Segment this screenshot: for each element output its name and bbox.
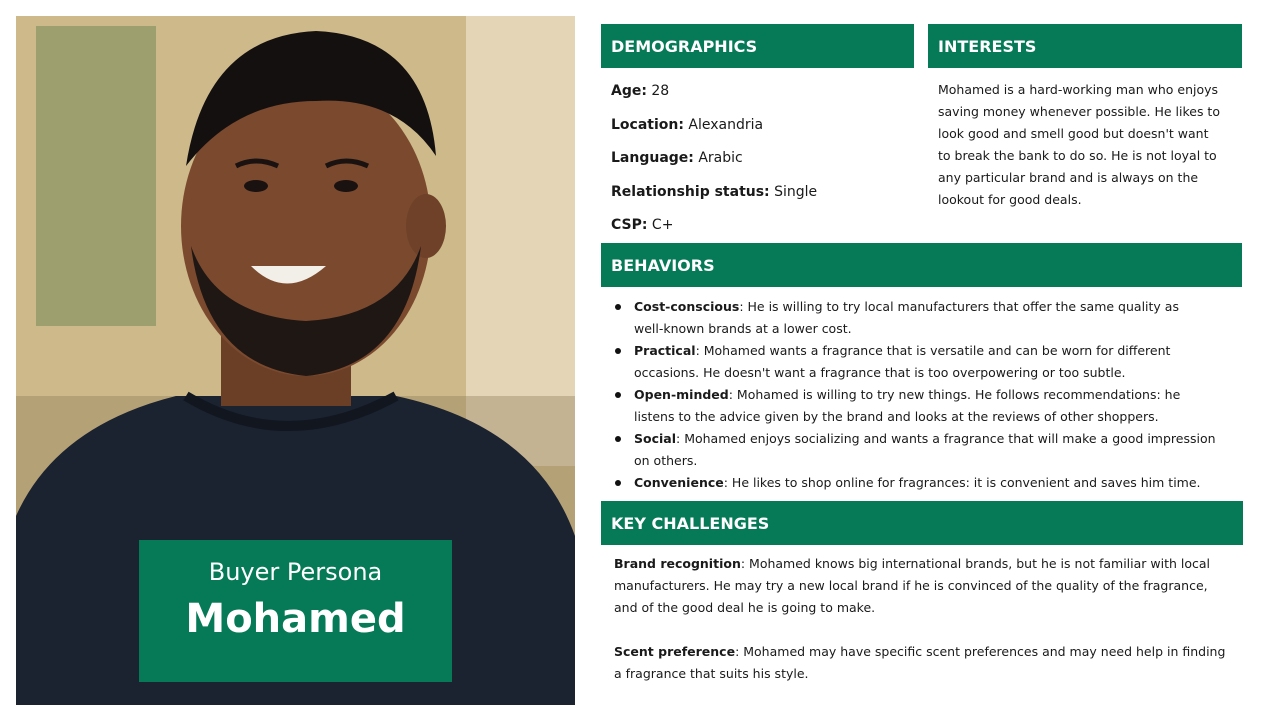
demographics-label: Language: [611, 150, 694, 166]
bullet-icon [615, 480, 621, 486]
bullet-icon [615, 304, 621, 310]
challenge-text: : Mohamed knows big international brands, but he is not familiar with local [740, 556, 1211, 571]
bullet-icon [615, 436, 621, 442]
behavior-text: well-known brands at a lower cost. [634, 321, 852, 336]
behavior-item [612, 428, 1232, 472]
demographics-value: Arabic [693, 150, 743, 166]
behavior-text: : Mohamed is willing to try new things. He follows recommendations: he [728, 387, 1181, 402]
challenge-text: a fragrance that suits his style. [614, 666, 809, 681]
challenges-title: KEY CHALLENGES [611, 513, 770, 533]
challenge-text: : Mohamed may have specific scent preferences and may need help in finding [735, 644, 1226, 659]
behavior-text: : Mohamed enjoys socializing and wants a fragrance that will make a good impression [676, 431, 1216, 446]
behavior-label: Social [634, 431, 677, 446]
demographics-value: 28 [646, 83, 670, 99]
behavior-item [612, 340, 1232, 384]
demographics-label: Location: [611, 116, 684, 133]
demographics-label: Age: [611, 83, 647, 99]
interests-line: look good and smell good but doesn't want [938, 126, 1209, 141]
interests-line: any particular brand and is always on the [938, 170, 1199, 185]
behavior-text: occasions. He doesn't want a fragrance that is too overpowering or too subtle. [634, 365, 1126, 380]
demographics-row-location [611, 114, 817, 148]
behavior-text: listens to the advice given by the brand and looks at the reviews of other shoppers. [634, 409, 1159, 424]
demographics-header [601, 24, 914, 68]
challenge-text: and of the good deal he is going to make. [614, 600, 876, 615]
challenge-text: manufacturers. He may try a new local brand if he is convinced of the quality of the fragrance, [614, 578, 1208, 593]
behaviors-header [601, 243, 1242, 287]
behavior-text: on others. [634, 453, 698, 468]
demographics-title: DEMOGRAPHICS [611, 36, 758, 56]
demographics-value: Single [769, 183, 818, 200]
behavior-item [612, 472, 1232, 494]
behaviors-list [612, 296, 1232, 494]
behavior-label: Practical [634, 343, 696, 358]
behavior-label: Open-minded [634, 387, 729, 402]
challenge-label: Scent preference [614, 644, 736, 659]
behavior-label: Convenience [634, 475, 724, 490]
behaviors-title: BEHAVIORS [611, 255, 715, 275]
persona-subtitle: Buyer Persona [208, 558, 383, 586]
interests-line: to break the bank to do so. He is not loyal to [938, 148, 1217, 163]
behavior-item [612, 384, 1232, 428]
persona-name: Mohamed [185, 596, 406, 642]
behavior-text: : He likes to shop online for fragrances: it is convenient and saves him time. [723, 475, 1201, 490]
challenges-header [601, 501, 1243, 545]
interests-line: saving money whenever possible. He likes to [938, 104, 1220, 119]
behavior-text: : He is willing to try local manufacturers that offer the same quality as [739, 299, 1179, 314]
interests-text [938, 79, 1238, 211]
demographics-label: CSP: [611, 217, 648, 233]
interests-line: lookout for good deals. [938, 192, 1082, 207]
interests-header [928, 24, 1242, 68]
demographics-value: Alexandria [683, 116, 764, 133]
demographics-row-relationship [611, 181, 817, 215]
challenge-label: Brand recognition [614, 556, 741, 571]
bullet-icon [615, 392, 621, 398]
behavior-item [612, 296, 1232, 340]
behavior-text: : Mohamed wants a fragrance that is versatile and can be worn for different [695, 343, 1171, 358]
demographics-list [611, 80, 817, 248]
behavior-label: Cost-conscious [634, 299, 740, 314]
persona-title-box [139, 540, 452, 682]
demographics-value: C+ [647, 217, 674, 233]
challenge-item [614, 553, 1239, 619]
bullet-icon [615, 348, 621, 354]
interests-title: INTERESTS [938, 36, 1037, 56]
challenges-text [614, 553, 1239, 707]
interests-line: Mohamed is a hard-working man who enjoys [938, 82, 1219, 97]
demographics-label: Relationship status: [611, 183, 770, 200]
demographics-row-language [611, 147, 817, 181]
challenge-item [614, 641, 1239, 685]
demographics-row-age [611, 80, 817, 114]
